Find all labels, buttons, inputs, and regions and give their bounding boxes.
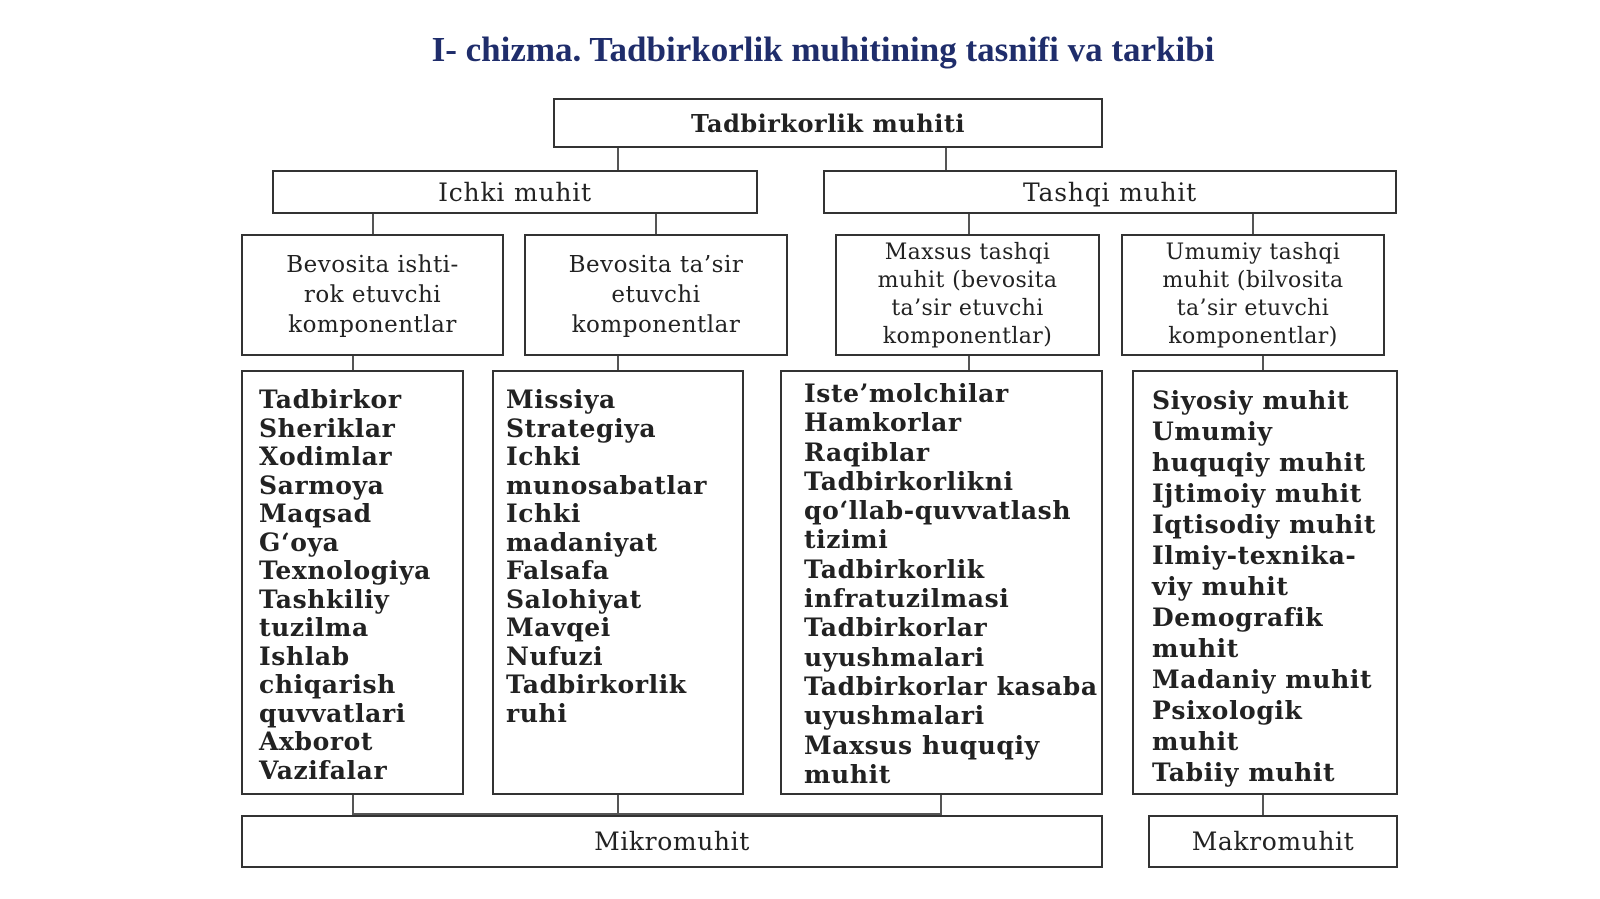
- internal-label: Ichki muhit: [438, 177, 592, 207]
- list-item: Ichki: [506, 442, 581, 471]
- list-item: tuzilma: [259, 613, 369, 642]
- connector-line: [617, 146, 619, 170]
- list-item: Maqsad: [259, 499, 372, 528]
- list-item: Raqiblar: [804, 437, 930, 467]
- list-item: muhit: [1152, 727, 1239, 756]
- component-list: [804, 379, 1101, 789]
- category-line: komponentlar: [571, 312, 741, 338]
- list-item: Tadbirkorlik: [804, 554, 985, 584]
- list-item: Sarmoya: [259, 470, 385, 500]
- macro-label: Makromuhit: [1191, 827, 1355, 856]
- category-direct-participation: [241, 234, 504, 356]
- category-line: komponentlar): [1168, 324, 1338, 349]
- component-list: [506, 386, 742, 728]
- list-special-external: [780, 370, 1103, 795]
- category-line: muhit (bevosita: [877, 268, 1058, 293]
- category-line: ta’sir etuvchi: [1176, 296, 1330, 321]
- list-item: munosabatlar: [506, 470, 708, 500]
- list-item: quvvatlari: [259, 698, 406, 728]
- list-item: Psixologik: [1152, 696, 1303, 725]
- micro-label: Mikromuhit: [594, 827, 750, 856]
- list-item: Tabiiy muhit: [1152, 758, 1336, 787]
- list-item: viy muhit: [1152, 572, 1289, 601]
- list-item: Maxsus huquqiy: [804, 730, 1040, 760]
- list-item: Demografik: [1152, 603, 1324, 632]
- list-item: tizimi: [804, 525, 889, 555]
- list-item: Strategiya: [506, 413, 657, 443]
- list-item: Madaniy muhit: [1152, 665, 1373, 694]
- connector-line: [968, 212, 970, 234]
- root-label: Tadbirkorlik muhiti: [690, 108, 966, 138]
- list-item: Vazifalar: [259, 755, 388, 785]
- category-line: Bevosita ishti-: [286, 252, 459, 278]
- list-item: infratuzilmasi: [804, 584, 1010, 614]
- list-item: Hamkorlar: [804, 408, 962, 438]
- category-direct-influence: [524, 234, 788, 356]
- root-node: [553, 98, 1103, 148]
- connector-line: [1262, 793, 1264, 815]
- list-item: madaniyat: [506, 527, 658, 557]
- list-item: Tadbirkorlar kasaba: [804, 671, 1098, 701]
- list-item: Ichki: [506, 499, 581, 528]
- list-item: Falsafa: [506, 556, 610, 585]
- list-item: qo‘llab-quvvatlash: [804, 496, 1072, 526]
- component-list: [259, 386, 462, 785]
- category-line: Umumiy tashqi: [1165, 240, 1341, 265]
- list-item: Nufuzi: [506, 641, 604, 671]
- list-item: Siyosiy muhit: [1152, 386, 1350, 415]
- micro-environment-node: [241, 815, 1103, 868]
- list-item: Tadbirkorlar: [804, 613, 988, 643]
- connector-line: [940, 793, 942, 815]
- connector-line: [372, 212, 374, 234]
- list-direct-participation: [241, 370, 464, 795]
- category-line: ta’sir etuvchi: [891, 296, 1044, 321]
- list-item: Texnologiya: [259, 556, 431, 585]
- connector-line: [1252, 212, 1254, 234]
- list-item: muhit: [1152, 634, 1239, 663]
- category-line: komponentlar): [882, 324, 1053, 349]
- list-item: uyushmalari: [804, 701, 985, 731]
- external-label: Tashqi muhit: [1022, 177, 1198, 207]
- category-line: etuvchi: [611, 282, 701, 308]
- list-item: Tadbirkor: [259, 385, 402, 414]
- component-list: [1152, 385, 1396, 788]
- category-special-external: [835, 234, 1100, 356]
- list-item: Salohiyat: [506, 584, 642, 614]
- macro-environment-node: [1148, 815, 1398, 868]
- category-line: rok etuvchi: [303, 282, 442, 308]
- list-item: huquqiy muhit: [1152, 448, 1366, 477]
- list-item: uyushmalari: [804, 642, 985, 672]
- list-item: Missiya: [506, 385, 616, 414]
- category-line: Maxsus tashqi: [884, 240, 1051, 265]
- connector-line: [617, 793, 619, 815]
- list-item: chiqarish: [259, 670, 396, 699]
- internal-environment-node: [272, 170, 758, 214]
- list-general-external: [1132, 370, 1398, 795]
- list-direct-influence: [492, 370, 744, 795]
- category-line: muhit (bilvosita: [1162, 268, 1344, 293]
- list-item: Ijtimoiy muhit: [1152, 479, 1362, 508]
- connector-line: [945, 146, 947, 170]
- list-item: Axborot: [259, 727, 374, 756]
- category-general-external: [1121, 234, 1385, 356]
- list-item: Ishlab: [259, 641, 350, 671]
- connector-line: [655, 212, 657, 234]
- list-item: ruhi: [506, 698, 568, 728]
- list-item: Tashkiliy: [259, 584, 390, 614]
- list-item: Mavqei: [506, 613, 611, 642]
- list-item: Umumiy: [1152, 417, 1273, 446]
- list-item: muhit: [804, 759, 891, 789]
- list-item: Tadbirkorlik: [506, 670, 687, 699]
- list-item: G‘oya: [259, 527, 340, 557]
- external-environment-node: [823, 170, 1397, 214]
- list-item: Iqtisodiy muhit: [1152, 510, 1377, 539]
- connector-line: [352, 793, 354, 815]
- list-item: Sheriklar: [259, 413, 396, 443]
- category-line: komponentlar: [288, 312, 457, 338]
- category-line: Bevosita ta’sir: [568, 252, 744, 278]
- list-item: Ilmiy-texnika-: [1152, 541, 1357, 570]
- page-title: I- chizma. Tadbirkorlik muhitining tasnifi va tarkibi: [431, 30, 1215, 69]
- list-item: Iste’molchilar: [804, 379, 1009, 408]
- list-item: Tadbirkorlikni: [804, 466, 1014, 496]
- list-item: Xodimlar: [259, 442, 393, 471]
